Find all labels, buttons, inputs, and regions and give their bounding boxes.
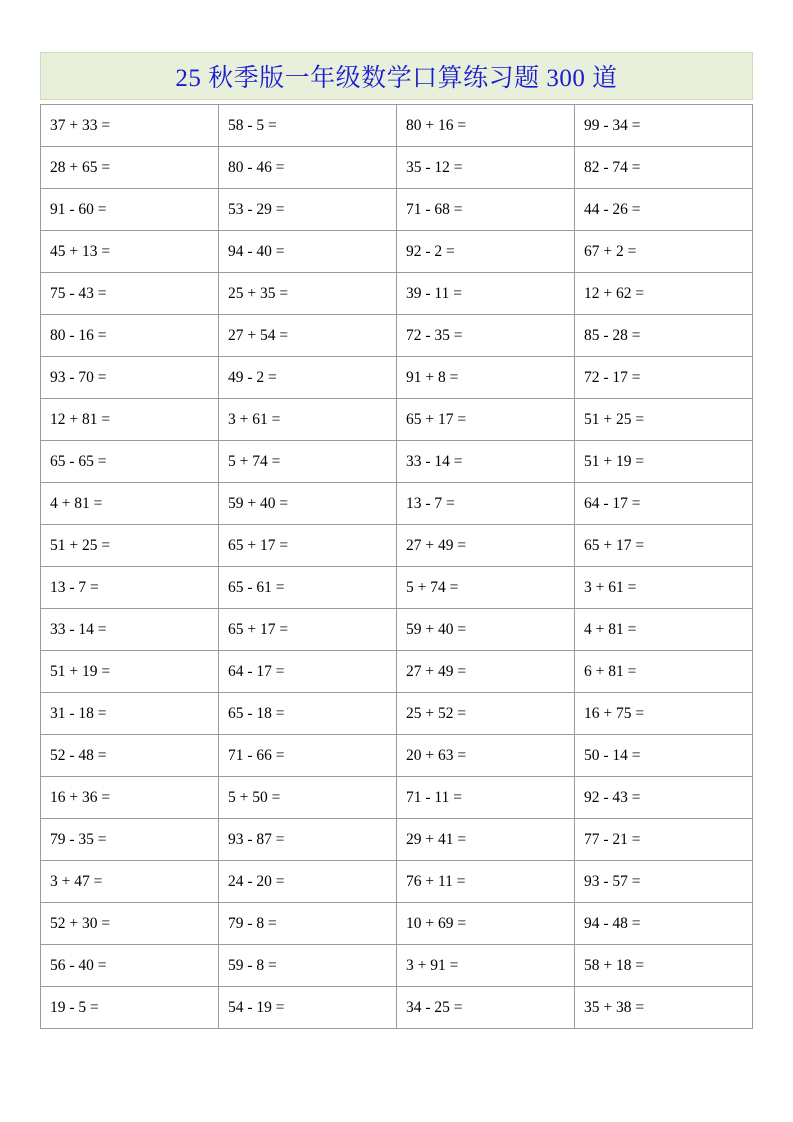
problems-table	[40, 104, 753, 1029]
problem-cell: 56 - 40 =	[41, 945, 219, 987]
table-row	[41, 945, 753, 987]
problem-cell: 13 - 7 =	[41, 567, 219, 609]
problem-cell: 58 + 18 =	[575, 945, 753, 987]
table-row	[41, 357, 753, 399]
problem-cell: 93 - 57 =	[575, 861, 753, 903]
table-row	[41, 777, 753, 819]
problem-cell: 72 - 17 =	[575, 357, 753, 399]
page-title: 25 秋季版一年级数学口算练习题 300 道	[175, 65, 618, 92]
problem-cell: 31 - 18 =	[41, 693, 219, 735]
table-row	[41, 861, 753, 903]
problem-cell: 27 + 54 =	[219, 315, 397, 357]
problem-cell: 50 - 14 =	[575, 735, 753, 777]
problem-cell: 65 - 18 =	[219, 693, 397, 735]
table-row	[41, 147, 753, 189]
problem-cell: 59 + 40 =	[219, 483, 397, 525]
table-row	[41, 273, 753, 315]
problem-cell: 71 - 66 =	[219, 735, 397, 777]
problem-cell: 51 + 19 =	[41, 651, 219, 693]
problem-cell: 79 - 35 =	[41, 819, 219, 861]
problem-cell: 64 - 17 =	[219, 651, 397, 693]
problem-cell: 72 - 35 =	[397, 315, 575, 357]
problem-cell: 5 + 74 =	[219, 441, 397, 483]
worksheet-title-bar	[40, 52, 753, 100]
problem-cell: 65 - 61 =	[219, 567, 397, 609]
problem-cell: 64 - 17 =	[575, 483, 753, 525]
problem-cell: 10 + 69 =	[397, 903, 575, 945]
problem-cell: 94 - 40 =	[219, 231, 397, 273]
table-row	[41, 441, 753, 483]
table-row	[41, 693, 753, 735]
problem-cell: 65 + 17 =	[219, 609, 397, 651]
problem-cell: 29 + 41 =	[397, 819, 575, 861]
problem-cell: 16 + 36 =	[41, 777, 219, 819]
problem-cell: 54 - 19 =	[219, 987, 397, 1029]
problem-cell: 80 - 16 =	[41, 315, 219, 357]
problem-cell: 93 - 87 =	[219, 819, 397, 861]
problem-cell: 5 + 50 =	[219, 777, 397, 819]
problem-cell: 25 + 52 =	[397, 693, 575, 735]
problem-cell: 19 - 5 =	[41, 987, 219, 1029]
table-row	[41, 567, 753, 609]
problem-cell: 71 - 11 =	[397, 777, 575, 819]
problem-cell: 51 + 19 =	[575, 441, 753, 483]
problem-cell: 37 + 33 =	[41, 105, 219, 147]
problem-cell: 49 - 2 =	[219, 357, 397, 399]
problem-cell: 33 - 14 =	[397, 441, 575, 483]
problem-cell: 51 + 25 =	[41, 525, 219, 567]
problem-cell: 58 - 5 =	[219, 105, 397, 147]
problem-cell: 92 - 43 =	[575, 777, 753, 819]
problem-cell: 35 - 12 =	[397, 147, 575, 189]
problem-cell: 28 + 65 =	[41, 147, 219, 189]
problem-cell: 24 - 20 =	[219, 861, 397, 903]
table-row	[41, 399, 753, 441]
problem-cell: 51 + 25 =	[575, 399, 753, 441]
problem-cell: 65 + 17 =	[397, 399, 575, 441]
problem-cell: 20 + 63 =	[397, 735, 575, 777]
problem-cell: 85 - 28 =	[575, 315, 753, 357]
problem-cell: 3 + 61 =	[219, 399, 397, 441]
table-row	[41, 735, 753, 777]
problem-cell: 45 + 13 =	[41, 231, 219, 273]
problem-cell: 80 + 16 =	[397, 105, 575, 147]
problem-cell: 3 + 61 =	[575, 567, 753, 609]
problem-cell: 59 - 8 =	[219, 945, 397, 987]
table-row	[41, 819, 753, 861]
table-row	[41, 651, 753, 693]
problem-cell: 65 + 17 =	[219, 525, 397, 567]
problem-cell: 12 + 62 =	[575, 273, 753, 315]
problem-cell: 27 + 49 =	[397, 651, 575, 693]
problem-cell: 27 + 49 =	[397, 525, 575, 567]
problem-cell: 34 - 25 =	[397, 987, 575, 1029]
problem-cell: 53 - 29 =	[219, 189, 397, 231]
problem-cell: 75 - 43 =	[41, 273, 219, 315]
table-row	[41, 231, 753, 273]
problem-cell: 39 - 11 =	[397, 273, 575, 315]
problem-cell: 82 - 74 =	[575, 147, 753, 189]
problem-cell: 80 - 46 =	[219, 147, 397, 189]
problem-cell: 35 + 38 =	[575, 987, 753, 1029]
problem-cell: 6 + 81 =	[575, 651, 753, 693]
problem-cell: 3 + 91 =	[397, 945, 575, 987]
table-row	[41, 105, 753, 147]
problem-cell: 44 - 26 =	[575, 189, 753, 231]
problem-cell: 52 + 30 =	[41, 903, 219, 945]
problem-cell: 76 + 11 =	[397, 861, 575, 903]
problem-cell: 65 + 17 =	[575, 525, 753, 567]
problem-cell: 33 - 14 =	[41, 609, 219, 651]
table-row	[41, 609, 753, 651]
problem-cell: 71 - 68 =	[397, 189, 575, 231]
problem-cell: 16 + 75 =	[575, 693, 753, 735]
problem-cell: 65 - 65 =	[41, 441, 219, 483]
problem-cell: 79 - 8 =	[219, 903, 397, 945]
problem-cell: 4 + 81 =	[575, 609, 753, 651]
table-row	[41, 903, 753, 945]
problem-cell: 13 - 7 =	[397, 483, 575, 525]
problems-table-body	[41, 105, 753, 1029]
table-row	[41, 987, 753, 1029]
problem-cell: 91 + 8 =	[397, 357, 575, 399]
problem-cell: 77 - 21 =	[575, 819, 753, 861]
table-row	[41, 483, 753, 525]
problem-cell: 99 - 34 =	[575, 105, 753, 147]
table-row	[41, 525, 753, 567]
problem-cell: 59 + 40 =	[397, 609, 575, 651]
problem-cell: 12 + 81 =	[41, 399, 219, 441]
problem-cell: 91 - 60 =	[41, 189, 219, 231]
problem-cell: 94 - 48 =	[575, 903, 753, 945]
problem-cell: 92 - 2 =	[397, 231, 575, 273]
problem-cell: 25 + 35 =	[219, 273, 397, 315]
problem-cell: 67 + 2 =	[575, 231, 753, 273]
table-row	[41, 189, 753, 231]
problem-cell: 3 + 47 =	[41, 861, 219, 903]
table-row	[41, 315, 753, 357]
problem-cell: 4 + 81 =	[41, 483, 219, 525]
problem-cell: 5 + 74 =	[397, 567, 575, 609]
problem-cell: 93 - 70 =	[41, 357, 219, 399]
problem-cell: 52 - 48 =	[41, 735, 219, 777]
